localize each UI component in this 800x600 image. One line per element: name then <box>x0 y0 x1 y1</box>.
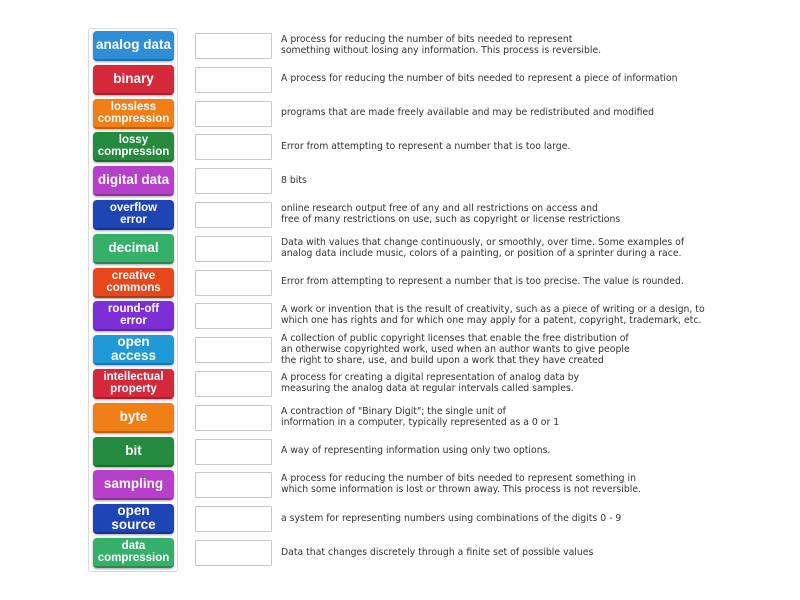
answer-slot[interactable] <box>195 270 272 296</box>
definition-text: a system for representing numbers using combinations of the digits 0 - 9 <box>281 512 622 524</box>
definition-text: 8 bits <box>281 174 307 186</box>
definition-text: Data that changes discretely through a finite set of possible values <box>281 546 594 558</box>
term-tile-open-source[interactable]: open source <box>93 504 174 534</box>
answer-slot[interactable] <box>195 303 272 329</box>
answer-slot[interactable] <box>195 371 272 397</box>
answer-slot[interactable] <box>195 67 272 93</box>
term-tile-bit[interactable]: bit <box>93 437 174 467</box>
answer-slot[interactable] <box>195 202 272 228</box>
term-tile-lossy-compression[interactable]: lossy compression <box>93 132 174 162</box>
term-tile-intellectual-property[interactable]: intellectual property <box>93 369 174 399</box>
definition-text: online research output free of any and all restrictions on access and free of many restrictions on use, such as copyright or license restrictions <box>281 203 621 225</box>
definition-text: A process for reducing the number of bits needed to represent something in which some information is lost or thrown away. This process is not reversible. <box>281 473 642 496</box>
answer-slot[interactable] <box>195 236 272 262</box>
term-tile-data-compression[interactable]: data compression <box>93 538 174 568</box>
term-tile-binary[interactable]: binary <box>93 65 174 95</box>
term-tile-creative-commons[interactable]: creative commons <box>93 268 174 298</box>
answer-slot[interactable] <box>195 472 272 498</box>
answer-slot[interactable] <box>195 506 272 532</box>
answer-slot[interactable] <box>195 101 272 127</box>
definition-text: A contraction of "Binary Digit"; the single unit of information in a computer, typically represented as a 0 or 1 <box>281 405 560 428</box>
definition-text: Data with values that change continuously, or smoothly, over time. Some examples of analog data include music, colors of a painting, or position of a sprinter during a race. <box>281 236 685 259</box>
term-tile-open-access[interactable]: open access <box>93 335 174 365</box>
term-tile-digital-data[interactable]: digital data <box>93 166 174 196</box>
definition-text: A process for reducing the number of bits needed to represent something without losing any information. This process is reversible. <box>281 34 602 56</box>
answer-slot[interactable] <box>195 337 272 363</box>
definition-text: programs that are made freely available and may be redistributed and modified <box>281 107 655 119</box>
answer-slot[interactable] <box>195 439 272 465</box>
term-tile-round-off-error[interactable]: round-off error <box>93 301 174 331</box>
term-tile-byte[interactable]: byte <box>93 403 174 433</box>
definition-text: Error from attempting to represent a number that is too large. <box>281 140 571 152</box>
definition-text: A process for creating a digital representation of analog data by measuring the analog data at regular intervals called samples. <box>281 372 580 394</box>
answer-slot[interactable] <box>195 405 272 431</box>
answer-slot[interactable] <box>195 168 272 194</box>
term-tile-overflow-error[interactable]: overflow error <box>93 200 174 230</box>
definition-text: A process for reducing the number of bits needed to represent a piece of information <box>281 73 678 85</box>
answer-slot[interactable] <box>195 33 272 59</box>
definition-text: A way of representing information using only two options. <box>281 445 551 457</box>
term-tile-sampling[interactable]: sampling <box>93 470 174 500</box>
term-tile-lossless-compression[interactable]: lossless compression <box>93 99 174 129</box>
definition-text: A work or invention that is the result of creativity, such as a piece of writing or a design, to which one has rights and for which one may apply for a patent, copyright, trademark, etc. <box>281 304 705 327</box>
answer-slot[interactable] <box>195 540 272 566</box>
definition-text: A collection of public copyright licenses that enable the free distribution of an otherwise copyrighted work, used when an author wants to give people the right to share, use, and build upon a work that they have created <box>281 332 630 366</box>
answer-slot[interactable] <box>195 134 272 160</box>
tile-bank <box>88 28 178 572</box>
definition-text: Error from attempting to represent a number that is too precise. The value is rounded. <box>281 276 684 288</box>
term-tile-decimal[interactable]: decimal <box>93 234 174 264</box>
term-tile-analog-data[interactable]: analog data <box>93 31 174 61</box>
